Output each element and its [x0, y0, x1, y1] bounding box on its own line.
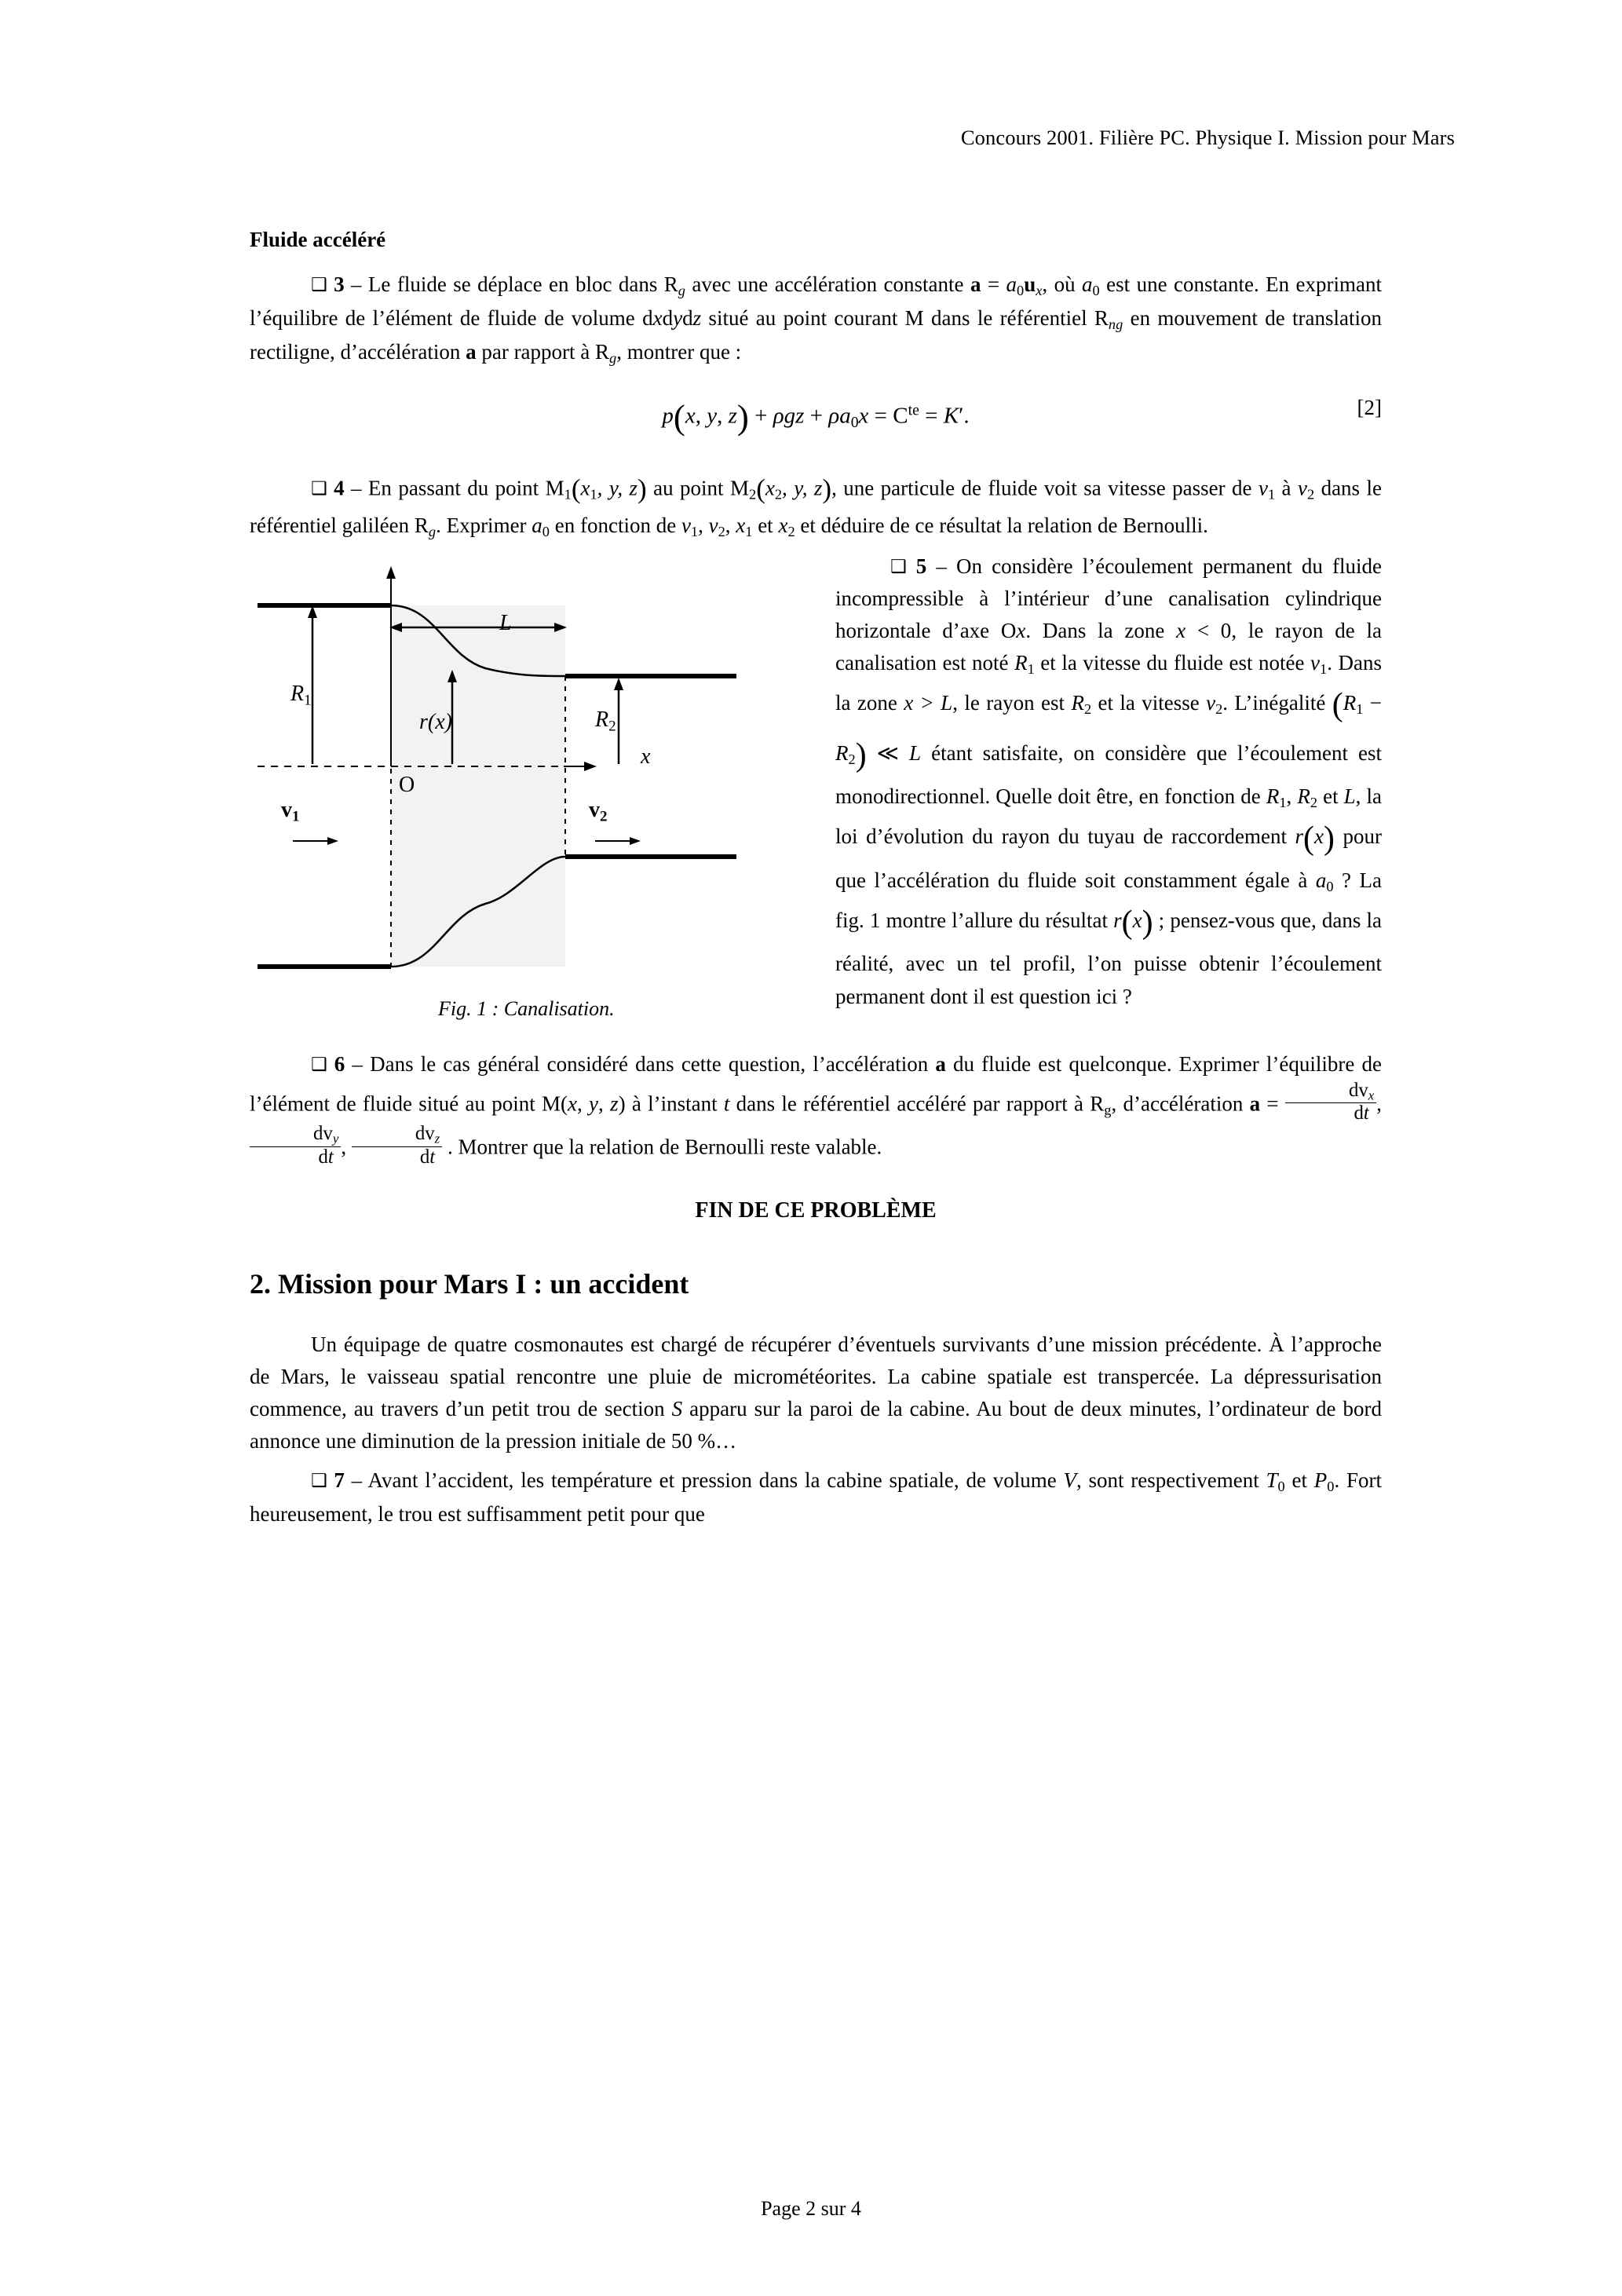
- q3-text-c: , où: [1042, 272, 1083, 297]
- q4-sub2: 2: [749, 486, 757, 503]
- question-6-marker: 6: [334, 1051, 345, 1076]
- q4-text-e: dans le référentiel galiléen R: [250, 476, 1382, 537]
- q5-text-e: . Dans la zone: [835, 650, 1382, 715]
- checkbox-icon: ❑: [890, 556, 907, 577]
- q3-ux: u: [1024, 272, 1036, 297]
- checkbox-icon: ❑: [311, 478, 327, 499]
- q5-res-close: ): [1142, 904, 1153, 941]
- q7-text-c: et: [1284, 1468, 1314, 1493]
- q3-text-f: en mouvement de translation rectiligne, d’accélération: [250, 306, 1382, 364]
- document-body: [250, 224, 1382, 1537]
- eq2-prime: ′: [959, 403, 964, 429]
- eq2-p: p: [662, 403, 674, 429]
- q6-text-d: dans le référentiel accéléré par rapport à R: [729, 1091, 1105, 1116]
- q6-text-f: . Montrer que la relation de Bernoulli reste valable.: [442, 1135, 882, 1159]
- question-3-paragraph: [250, 269, 1382, 370]
- q3-dx: x: [652, 306, 663, 331]
- question-4-marker: 4: [334, 476, 345, 499]
- eq2-a0: a: [839, 403, 851, 429]
- q5-rx-r: r: [1295, 824, 1304, 849]
- q4-text-b: au point M: [646, 476, 749, 499]
- question-4-paragraph: [250, 468, 1382, 543]
- q4-text-f: . Exprimer: [436, 513, 532, 537]
- q6-text-a: – Dans le cas général considéré dans cette question, l’accélération: [345, 1051, 936, 1076]
- eq2-z: z: [728, 403, 737, 429]
- part2-S: S: [671, 1397, 683, 1421]
- q5-text-a: – On considère l’écoulement permanent du fluide incompressible à l’intérieur d’une canalisation cylindrique horizontale d’axe O: [835, 554, 1382, 642]
- checkbox-icon: ❑: [311, 275, 327, 296]
- q4-v2: v: [1297, 476, 1307, 499]
- q5-Lb: L: [1343, 784, 1356, 809]
- q5-text-o: ; pensez-vous que, dans la réalité, avec un tel profil, l’on puisse obtenir l’écoulement permanent dont il est question ici ?: [835, 908, 1382, 1008]
- q6-text-c: ) à l’instant: [618, 1091, 724, 1116]
- q6-frac-3: $\frac{dv_z}{dt}$: [352, 1124, 442, 1168]
- q4-text-h: ,: [698, 513, 709, 537]
- figure-1-canalisation: [250, 558, 807, 1029]
- eq2-a0sub: 0: [850, 414, 859, 432]
- q5-ineq-R1: R: [1343, 690, 1357, 715]
- q4-x2bsub: 2: [787, 523, 795, 539]
- eq2-equals2: =: [919, 403, 944, 429]
- question-5-paragraph: [835, 550, 1382, 1013]
- q5-text-l: , la loi d’évolution du rayon du tuyau de raccordement: [835, 784, 1382, 849]
- q5-R1bsub: 1: [1279, 795, 1287, 811]
- q6-subg: g: [1104, 1102, 1112, 1118]
- eq2-rho2: ρ: [828, 403, 840, 429]
- q4-x1bsub: 1: [745, 523, 753, 539]
- eq2-te: te: [908, 401, 919, 419]
- q4-text-a: – En passant du point M: [344, 476, 564, 499]
- eq2-c1: ,: [695, 403, 707, 429]
- q4-v2b: v: [708, 513, 718, 537]
- figure-label-L: L: [499, 610, 512, 635]
- q6-text-e: , d’accélération: [1111, 1091, 1250, 1116]
- eq2-equals: = C: [868, 403, 908, 429]
- page-footer: Page 2 sur 4: [761, 2197, 861, 2220]
- q4-x2: x: [765, 476, 775, 499]
- q6-c2: ,: [598, 1091, 611, 1116]
- eq2-open: (: [673, 397, 685, 437]
- checkbox-icon: ❑: [311, 1054, 327, 1075]
- q5-text-i: étant satisfaite, on considère que l’écoulement est monodirectionnel. Quelle doit être, en fonction de: [835, 740, 1382, 809]
- q3-text-g: par rapport à R: [476, 340, 610, 364]
- q5-R2: R: [1071, 690, 1084, 715]
- q5-res-open: (: [1121, 904, 1133, 941]
- q5-ineq-close: ): [855, 737, 867, 773]
- part2-text-b: apparu sur la paroi de la cabine. Au bout de deux minutes, l’ordinateur de bord annonce une diminution de la pression initiale de 50 %…: [250, 1397, 1382, 1453]
- figure-1-svg: [250, 558, 807, 1029]
- q4-text-i: ,: [725, 513, 736, 537]
- q6-y: y: [589, 1091, 599, 1116]
- q5-v2: v: [1206, 690, 1216, 715]
- q5-ineq-open: (: [1332, 687, 1343, 724]
- question-7-paragraph: [250, 1464, 1382, 1530]
- eq2-x: x: [685, 403, 696, 429]
- q5-ineq-R1sub: 1: [1356, 701, 1364, 718]
- q5-ll: ≪: [866, 740, 910, 765]
- eq2-c2: ,: [717, 403, 729, 429]
- q5-R1: R: [1014, 650, 1028, 675]
- checkbox-icon: ❑: [311, 1471, 327, 1492]
- q3-text-h: , montrer que :: [616, 340, 742, 364]
- q3-sub-ng: ng: [1108, 316, 1123, 333]
- figure-caption: Fig. 1 : Canalisation.: [438, 997, 615, 1021]
- q5-minus: −: [1363, 690, 1382, 715]
- q6-x: x: [568, 1091, 578, 1116]
- q5-text-k: et: [1317, 784, 1344, 809]
- q4-text-g: en fonction de: [549, 513, 681, 537]
- q5-ineq-L: L: [909, 740, 922, 765]
- q6-eq: =: [1260, 1091, 1285, 1116]
- q4-x2b: x: [778, 513, 788, 537]
- eq2-plus1: +: [748, 403, 773, 429]
- q4-x1sub: 1: [590, 486, 597, 503]
- q5-text-f: , le rayon est: [952, 690, 1072, 715]
- q6-frac-2: $\frac{dv_y}{dt}$: [250, 1124, 341, 1168]
- eq2-close: ): [736, 397, 749, 437]
- q5-v2sub: 2: [1215, 701, 1223, 718]
- q4-text-k: et déduire de ce résultat la relation de Bernoulli.: [795, 513, 1208, 537]
- q4-close2: ): [822, 473, 832, 504]
- q4-v2sub: 2: [1306, 486, 1315, 503]
- q5-a0: a: [1315, 868, 1327, 892]
- q3-a0-sub: 0: [1017, 283, 1025, 299]
- q4-x2sub: 2: [774, 486, 783, 503]
- q3-vector-a: a: [970, 272, 981, 297]
- q7-text-a: – Avant l’accident, les température et pression dans la cabine spatiale, de volume: [344, 1468, 1064, 1493]
- eq2-x2: x: [858, 403, 869, 429]
- q3-dz: z: [692, 306, 702, 331]
- figure-label-rx: r(x): [419, 709, 452, 734]
- figure-label-v1: $v_1$: [281, 797, 300, 825]
- q4-open: (: [571, 473, 581, 504]
- q5-text-c: , le rayon de la canalisation est noté: [835, 618, 1382, 675]
- q4-close: ): [637, 473, 647, 504]
- q6-vector-a2: a: [1249, 1091, 1261, 1116]
- q5-text-g: et la vitesse: [1091, 690, 1207, 715]
- figure-label-R2: $R_2$: [595, 707, 616, 735]
- eq2-z2: z: [795, 403, 805, 429]
- q7-T0: T: [1266, 1468, 1278, 1493]
- question-5-column: [835, 550, 1382, 1020]
- q5-v1: v: [1310, 650, 1321, 675]
- figure-label-O: O: [399, 772, 415, 797]
- q6-c1: ,: [577, 1091, 590, 1116]
- q3-sub-g2: g: [609, 350, 617, 367]
- q5-ineq-R2sub: 2: [848, 751, 856, 767]
- q3-a0b-sub: 0: [1092, 283, 1100, 299]
- eq2-plus2: +: [804, 403, 829, 429]
- q6-vector-a: a: [935, 1051, 946, 1076]
- q6-comma2: ,: [341, 1135, 352, 1159]
- q4-text-j: et: [752, 513, 779, 537]
- q5-R1b: R: [1266, 784, 1280, 809]
- equation-number: [2]: [1357, 396, 1382, 420]
- q7-T0sub: 0: [1277, 1479, 1285, 1495]
- q3-a0: a: [1006, 272, 1017, 297]
- q5-a0sub: 0: [1326, 878, 1334, 894]
- q4-v1b: v: [681, 513, 691, 537]
- q5-text-h: . L’inégalité: [1222, 690, 1332, 715]
- q5-R1sub: 1: [1027, 661, 1035, 678]
- q5-gtL: > L: [913, 690, 953, 715]
- q6-frac-1: $\frac{dv_x}{dt}$: [1285, 1080, 1376, 1124]
- q4-x1: x: [580, 476, 590, 499]
- equation-2: [250, 390, 1382, 444]
- q7-P0: P: [1313, 1468, 1328, 1493]
- eq2-K: K: [943, 403, 959, 429]
- q5-text-d: et la vitesse du fluide est notée: [1034, 650, 1311, 675]
- q5-x-axis: x: [1016, 618, 1026, 642]
- q5-rx-close: ): [1323, 821, 1335, 857]
- q6-comma1: ,: [1376, 1091, 1383, 1116]
- q5-text-j: ,: [1286, 784, 1298, 809]
- q6-t: t: [723, 1091, 730, 1116]
- q7-text-d: . Fort heureusement, le trou est suffisamment petit pour que: [250, 1468, 1382, 1526]
- q4-a0: a: [532, 513, 542, 537]
- part-2-title: 2. Mission pour Mars I : un accident: [250, 1267, 689, 1300]
- q4-v1: v: [1258, 476, 1268, 499]
- q3-a0b: a: [1082, 272, 1093, 297]
- q7-text-b: , sont respectivement: [1076, 1468, 1266, 1493]
- q4-args2: , y, z: [782, 476, 823, 499]
- q3-ux-sub: x: [1036, 283, 1043, 299]
- q4-sub1: 1: [564, 486, 572, 503]
- page-header: Concours 2001. Filière PC. Physique I. Mission pour Mars: [960, 126, 1455, 149]
- eq2-rho1: ρ: [773, 403, 784, 429]
- q5-v1sub: 1: [1320, 661, 1328, 678]
- q4-subg: g: [428, 523, 437, 539]
- q6-text-b: du fluide est quelconque. Exprimer l’équilibre de l’élément de fluide situé au point M(: [250, 1051, 1383, 1116]
- q5-ineq-R2: R: [835, 740, 849, 765]
- q5-x2: x: [904, 690, 914, 715]
- q5-res-x: x: [1132, 908, 1142, 932]
- q4-v1sub: 1: [1267, 486, 1276, 503]
- q4-text-c: , une particule de fluide voit sa vitesse passer de: [831, 476, 1259, 499]
- q5-lt0: < 0: [1185, 618, 1232, 642]
- q5-rx-open: (: [1303, 821, 1314, 857]
- q5-R2bsub: 2: [1310, 795, 1318, 811]
- q6-z: z: [610, 1091, 619, 1116]
- q3-vector-a2: a: [466, 340, 477, 364]
- figure-label-v2: $v_2$: [589, 797, 608, 825]
- figure-label-x: x: [641, 744, 651, 769]
- q3-text-d: est une constante. En exprimant l’équilibre de l’élément de fluide de volume d: [250, 272, 1383, 331]
- q3-dy: y: [673, 306, 683, 331]
- question-7-marker: 7: [334, 1468, 345, 1493]
- q5-text-m: pour que l’accélération du fluide soit constamment égale à: [835, 824, 1382, 892]
- q5-text-b: . Dans la zone: [1025, 618, 1177, 642]
- q4-open2: (: [756, 473, 765, 504]
- end-of-problem: FIN DE CE PROBLÈME: [695, 1197, 937, 1223]
- q5-text-n: ? La fig. 1 montre l’allure du résultat: [835, 868, 1382, 932]
- q4-a0sub: 0: [542, 523, 550, 539]
- q5-R2sub: 2: [1083, 701, 1092, 718]
- q3-text-b: avec une accélération constante: [685, 272, 970, 297]
- eq2-g: g: [784, 403, 796, 429]
- q3-eq: =: [981, 272, 1006, 297]
- part2-text-a: Un équipage de quatre cosmonautes est chargé de récupérer d’éventuels survivants d’une mission précédente. À l’approche de Mars, le vaisseau spatial rencontre une pluie de micrométéorites. La cabine spatiale est transpercée. La dépressurisation commence, au travers d’un petit trou de section: [250, 1333, 1382, 1421]
- section-heading: Fluide accéléré: [250, 228, 386, 251]
- q5-R2b: R: [1297, 784, 1310, 809]
- eq2-y: y: [707, 403, 718, 429]
- question-5-marker: 5: [915, 554, 927, 578]
- q4-x1b: x: [736, 513, 746, 537]
- figure-label-R1: $R_1$: [290, 681, 312, 709]
- q7-P0sub: 0: [1327, 1479, 1335, 1495]
- eq2-period: .: [963, 403, 970, 429]
- q5-x-lt: x: [1176, 618, 1186, 642]
- q3-dy-d: d: [662, 306, 674, 331]
- question-6-paragraph: [250, 1048, 1382, 1168]
- q3-sub-g: g: [678, 283, 685, 299]
- q5-res-r: r: [1113, 908, 1122, 932]
- part-2-intro-paragraph: [250, 1329, 1382, 1457]
- q4-text-d: à: [1275, 476, 1298, 499]
- q3-text-a: – Le fluide se déplace en bloc dans R: [344, 272, 678, 297]
- q3-text-e: situé au point courant M dans le référentiel R: [701, 306, 1109, 331]
- q5-rx-x: x: [1313, 824, 1324, 849]
- q4-args: , y, z: [597, 476, 638, 499]
- question-3-marker: 3: [334, 272, 345, 297]
- q4-v2bsub: 2: [718, 523, 725, 539]
- q3-dz-d: d: [682, 306, 693, 331]
- q4-v1bsub: 1: [690, 523, 699, 539]
- q7-V: V: [1063, 1468, 1076, 1493]
